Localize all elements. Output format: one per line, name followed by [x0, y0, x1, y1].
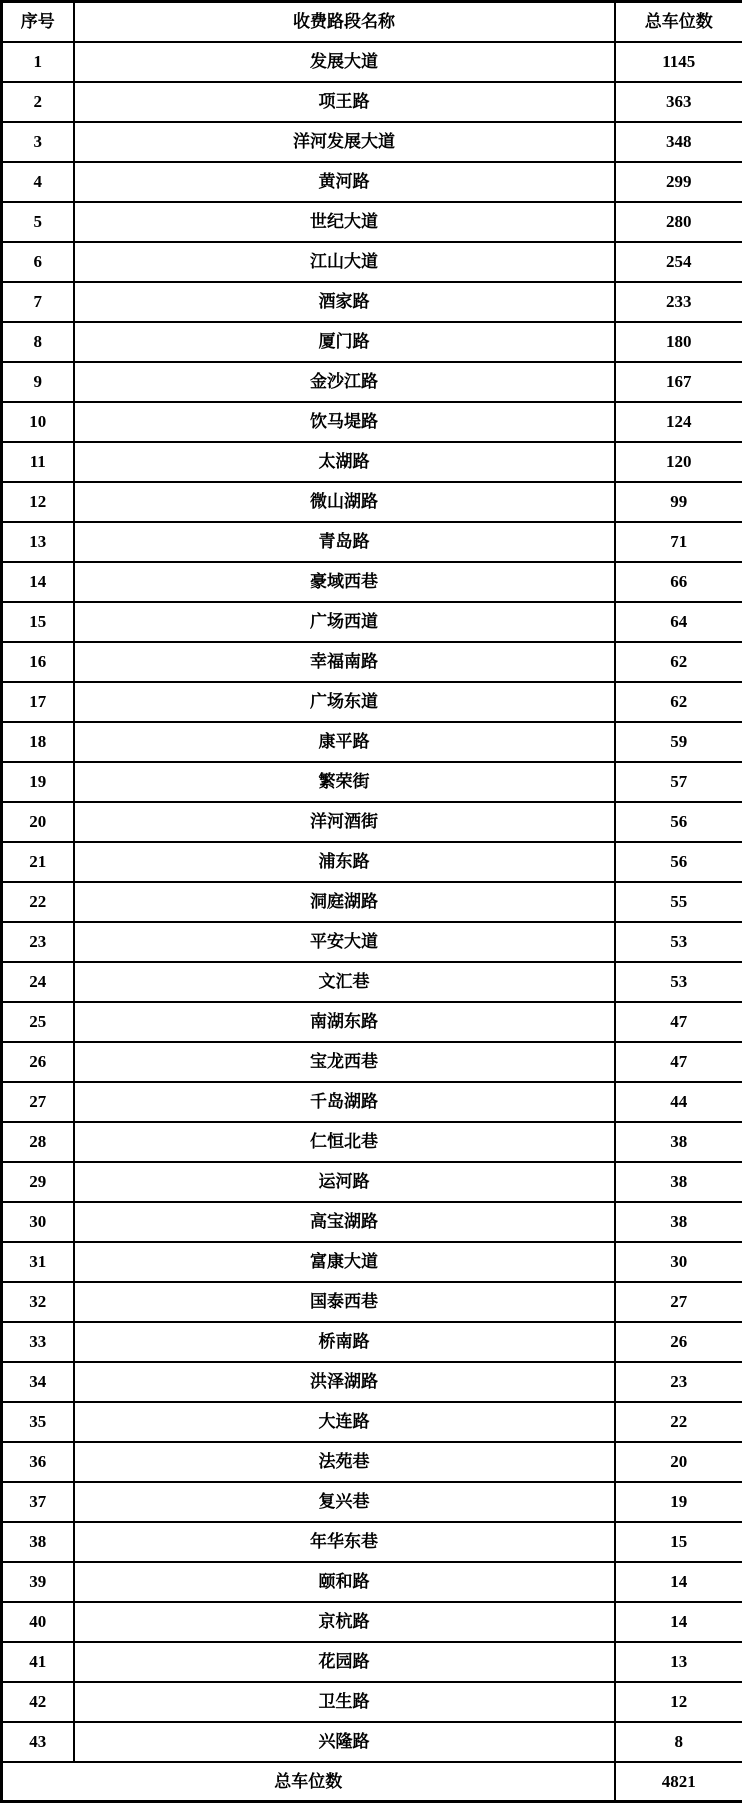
table-row	[2, 1242, 742, 1282]
row-index-cell: 12	[2, 482, 74, 522]
table-row	[2, 1002, 742, 1042]
row-index-cell: 25	[2, 1002, 74, 1042]
table-body	[2, 42, 742, 1762]
road-name-cell: 世纪大道	[74, 202, 615, 242]
road-name-cell: 宝龙西巷	[74, 1042, 615, 1082]
row-index-cell: 24	[2, 962, 74, 1002]
table-row	[2, 1082, 742, 1122]
table-row	[2, 1122, 742, 1162]
table-row	[2, 962, 742, 1002]
table-row	[2, 1042, 742, 1082]
parking-count-cell: 71	[615, 522, 742, 562]
road-name-cell: 文汇巷	[74, 962, 615, 1002]
table-row	[2, 602, 742, 642]
parking-count-cell: 167	[615, 362, 742, 402]
parking-count-cell: 233	[615, 282, 742, 322]
road-name-cell: 金沙江路	[74, 362, 615, 402]
road-name-cell: 花园路	[74, 1642, 615, 1682]
parking-count-cell: 363	[615, 82, 742, 122]
parking-count-cell: 19	[615, 1482, 742, 1522]
parking-count-cell: 15	[615, 1522, 742, 1562]
road-name-cell: 高宝湖路	[74, 1202, 615, 1242]
road-name-cell: 厦门路	[74, 322, 615, 362]
table-row	[2, 1162, 742, 1202]
parking-count-cell: 38	[615, 1122, 742, 1162]
row-index-cell: 9	[2, 362, 74, 402]
row-index-cell: 4	[2, 162, 74, 202]
table-row	[2, 1362, 742, 1402]
row-index-cell: 14	[2, 562, 74, 602]
parking-count-cell: 47	[615, 1042, 742, 1082]
table-row	[2, 322, 742, 362]
parking-count-cell: 124	[615, 402, 742, 442]
total-label-cell: 总车位数	[2, 1762, 615, 1802]
parking-count-cell: 14	[615, 1602, 742, 1642]
column-header-total-spaces: 总车位数	[615, 2, 742, 42]
road-name-cell: 桥南路	[74, 1322, 615, 1362]
parking-count-cell: 348	[615, 122, 742, 162]
road-name-cell: 繁荣街	[74, 762, 615, 802]
row-index-cell: 30	[2, 1202, 74, 1242]
parking-count-cell: 47	[615, 1002, 742, 1042]
parking-count-cell: 62	[615, 642, 742, 682]
parking-count-cell: 26	[615, 1322, 742, 1362]
parking-count-cell: 53	[615, 962, 742, 1002]
table-row	[2, 882, 742, 922]
table-row	[2, 842, 742, 882]
road-name-cell: 洋河发展大道	[74, 122, 615, 162]
road-name-cell: 运河路	[74, 1162, 615, 1202]
table-row	[2, 82, 742, 122]
row-index-cell: 15	[2, 602, 74, 642]
row-index-cell: 29	[2, 1162, 74, 1202]
parking-count-cell: 8	[615, 1722, 742, 1762]
road-name-cell: 广场东道	[74, 682, 615, 722]
road-name-cell: 南湖东路	[74, 1002, 615, 1042]
parking-count-cell: 280	[615, 202, 742, 242]
parking-count-cell: 38	[615, 1162, 742, 1202]
row-index-cell: 8	[2, 322, 74, 362]
table-row	[2, 562, 742, 602]
row-index-cell: 41	[2, 1642, 74, 1682]
road-name-cell: 京杭路	[74, 1602, 615, 1642]
table-row	[2, 482, 742, 522]
table-row	[2, 722, 742, 762]
row-index-cell: 32	[2, 1282, 74, 1322]
table-row	[2, 1402, 742, 1442]
road-name-cell: 年华东巷	[74, 1522, 615, 1562]
row-index-cell: 27	[2, 1082, 74, 1122]
road-name-cell: 洋河酒街	[74, 802, 615, 842]
parking-count-cell: 20	[615, 1442, 742, 1482]
road-name-cell: 黄河路	[74, 162, 615, 202]
road-name-cell: 江山大道	[74, 242, 615, 282]
row-index-cell: 5	[2, 202, 74, 242]
row-index-cell: 13	[2, 522, 74, 562]
table-row	[2, 922, 742, 962]
row-index-cell: 28	[2, 1122, 74, 1162]
road-name-cell: 卫生路	[74, 1682, 615, 1722]
table-row	[2, 1282, 742, 1322]
road-name-cell: 国泰西巷	[74, 1282, 615, 1322]
table-row	[2, 682, 742, 722]
parking-count-cell: 27	[615, 1282, 742, 1322]
table-row	[2, 642, 742, 682]
table-row	[2, 1442, 742, 1482]
parking-count-cell: 62	[615, 682, 742, 722]
parking-count-cell: 12	[615, 1682, 742, 1722]
table-row	[2, 202, 742, 242]
table-row	[2, 282, 742, 322]
parking-count-cell: 44	[615, 1082, 742, 1122]
row-index-cell: 26	[2, 1042, 74, 1082]
parking-count-cell: 22	[615, 1402, 742, 1442]
row-index-cell: 3	[2, 122, 74, 162]
road-name-cell: 微山湖路	[74, 482, 615, 522]
row-index-cell: 40	[2, 1602, 74, 1642]
road-name-cell: 浦东路	[74, 842, 615, 882]
row-index-cell: 20	[2, 802, 74, 842]
road-name-cell: 康平路	[74, 722, 615, 762]
table-row	[2, 1202, 742, 1242]
road-name-cell: 仁恒北巷	[74, 1122, 615, 1162]
row-index-cell: 35	[2, 1402, 74, 1442]
parking-count-cell: 14	[615, 1562, 742, 1602]
road-name-cell: 豪域西巷	[74, 562, 615, 602]
parking-count-cell: 1145	[615, 42, 742, 82]
header-row	[2, 2, 742, 42]
column-header-road-name: 收费路段名称	[74, 2, 615, 42]
parking-count-cell: 55	[615, 882, 742, 922]
road-name-cell: 洪泽湖路	[74, 1362, 615, 1402]
parking-count-cell: 38	[615, 1202, 742, 1242]
row-index-cell: 1	[2, 42, 74, 82]
row-index-cell: 21	[2, 842, 74, 882]
road-name-cell: 法苑巷	[74, 1442, 615, 1482]
road-name-cell: 颐和路	[74, 1562, 615, 1602]
parking-count-cell: 120	[615, 442, 742, 482]
road-name-cell: 洞庭湖路	[74, 882, 615, 922]
parking-count-cell: 59	[615, 722, 742, 762]
row-index-cell: 37	[2, 1482, 74, 1522]
parking-count-cell: 66	[615, 562, 742, 602]
table-row	[2, 162, 742, 202]
row-index-cell: 43	[2, 1722, 74, 1762]
parking-count-cell: 99	[615, 482, 742, 522]
row-index-cell: 38	[2, 1522, 74, 1562]
row-index-cell: 18	[2, 722, 74, 762]
parking-count-cell: 180	[615, 322, 742, 362]
table-row	[2, 762, 742, 802]
road-name-cell: 青岛路	[74, 522, 615, 562]
road-name-cell: 饮马堤路	[74, 402, 615, 442]
table-row	[2, 1482, 742, 1522]
table-row	[2, 802, 742, 842]
row-index-cell: 39	[2, 1562, 74, 1602]
table-row	[2, 1682, 742, 1722]
parking-count-cell: 56	[615, 842, 742, 882]
table-row	[2, 42, 742, 82]
parking-count-cell: 254	[615, 242, 742, 282]
total-value-cell: 4821	[615, 1762, 742, 1802]
row-index-cell: 11	[2, 442, 74, 482]
table-row	[2, 522, 742, 562]
row-index-cell: 36	[2, 1442, 74, 1482]
parking-count-cell: 30	[615, 1242, 742, 1282]
road-name-cell: 幸福南路	[74, 642, 615, 682]
road-name-cell: 大连路	[74, 1402, 615, 1442]
table-row	[2, 1642, 742, 1682]
row-index-cell: 34	[2, 1362, 74, 1402]
total-row	[2, 1762, 742, 1802]
road-name-cell: 平安大道	[74, 922, 615, 962]
parking-count-cell: 23	[615, 1362, 742, 1402]
road-name-cell: 复兴巷	[74, 1482, 615, 1522]
row-index-cell: 42	[2, 1682, 74, 1722]
row-index-cell: 17	[2, 682, 74, 722]
column-header-index: 序号	[2, 2, 74, 42]
row-index-cell: 22	[2, 882, 74, 922]
road-name-cell: 广场西道	[74, 602, 615, 642]
table-row	[2, 1602, 742, 1642]
parking-count-cell: 57	[615, 762, 742, 802]
row-index-cell: 2	[2, 82, 74, 122]
parking-count-cell: 64	[615, 602, 742, 642]
table-row	[2, 122, 742, 162]
table-row	[2, 402, 742, 442]
row-index-cell: 19	[2, 762, 74, 802]
row-index-cell: 7	[2, 282, 74, 322]
table-row	[2, 1522, 742, 1562]
row-index-cell: 33	[2, 1322, 74, 1362]
table-row	[2, 442, 742, 482]
parking-count-cell: 53	[615, 922, 742, 962]
road-name-cell: 富康大道	[74, 1242, 615, 1282]
row-index-cell: 10	[2, 402, 74, 442]
row-index-cell: 6	[2, 242, 74, 282]
parking-count-cell: 56	[615, 802, 742, 842]
road-name-cell: 项王路	[74, 82, 615, 122]
road-name-cell: 兴隆路	[74, 1722, 615, 1762]
table-row	[2, 242, 742, 282]
row-index-cell: 16	[2, 642, 74, 682]
parking-count-cell: 13	[615, 1642, 742, 1682]
road-name-cell: 酒家路	[74, 282, 615, 322]
row-index-cell: 31	[2, 1242, 74, 1282]
road-name-cell: 太湖路	[74, 442, 615, 482]
table-row	[2, 1562, 742, 1602]
table-row	[2, 1322, 742, 1362]
road-name-cell: 千岛湖路	[74, 1082, 615, 1122]
parking-count-cell: 299	[615, 162, 742, 202]
table-row	[2, 1722, 742, 1762]
row-index-cell: 23	[2, 922, 74, 962]
road-name-cell: 发展大道	[74, 42, 615, 82]
table-row	[2, 362, 742, 402]
